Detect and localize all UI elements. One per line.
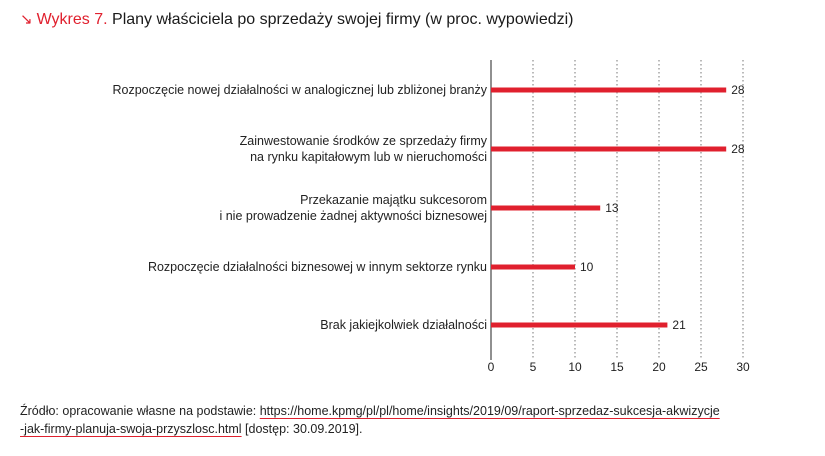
bar-chart	[0, 60, 825, 380]
category-label: Rozpoczęcie nowej działalności w analogicznej lub zbliżonej branży	[112, 83, 487, 97]
data-label: 13	[605, 201, 619, 215]
source-suffix: [dostęp: 30.09.2019].	[241, 422, 363, 436]
x-tick-label: 15	[610, 360, 624, 374]
chart-title	[20, 10, 574, 29]
data-label: 21	[672, 318, 686, 332]
source-link-line2: -jak-firmy-planuja-swoja-przyszlosc.html	[20, 422, 242, 436]
bar	[491, 147, 726, 152]
source-link-line1: https://home.kpmg/pl/pl/home/insights/2019/09/raport-sprzedaz-sukcesja-akwizycje	[259, 404, 720, 418]
source-note	[20, 402, 820, 438]
x-tick-label: 5	[529, 360, 537, 374]
bar	[491, 265, 575, 270]
bar	[491, 323, 667, 328]
data-label: 10	[580, 260, 594, 274]
category-label: Rozpoczęcie działalności biznesowej w innym sektorze rynku	[147, 260, 487, 274]
arrow-down-right-icon: ↘	[20, 11, 33, 28]
category-label: Przekazanie majątku sukcesorom	[300, 193, 487, 207]
x-tick-label: 20	[652, 360, 666, 374]
category-label: na rynku kapitałowym lub w nieruchomości	[250, 150, 487, 164]
figure-label: Wykres 7.	[36, 11, 108, 28]
source-prefix: Źródło: opracowanie własne na podstawie:	[20, 404, 260, 418]
x-tick-label: 25	[694, 360, 708, 374]
x-tick-label: 30	[736, 360, 750, 374]
figure-title: Plany właściciela po sprzedaży swojej firmy (w proc. wypowiedzi)	[112, 11, 574, 28]
category-label: Brak jakiejkolwiek działalności	[320, 318, 487, 332]
bar	[491, 206, 600, 211]
category-label: Zainwestowanie środków ze sprzedaży firmy	[239, 134, 487, 148]
x-tick-label: 10	[568, 360, 582, 374]
data-label: 28	[731, 142, 745, 156]
x-tick-label: 0	[487, 360, 495, 374]
bar	[491, 88, 726, 93]
category-label: i nie prowadzenie żadnej aktywności biznesowej	[219, 209, 487, 223]
data-label: 28	[731, 83, 745, 97]
